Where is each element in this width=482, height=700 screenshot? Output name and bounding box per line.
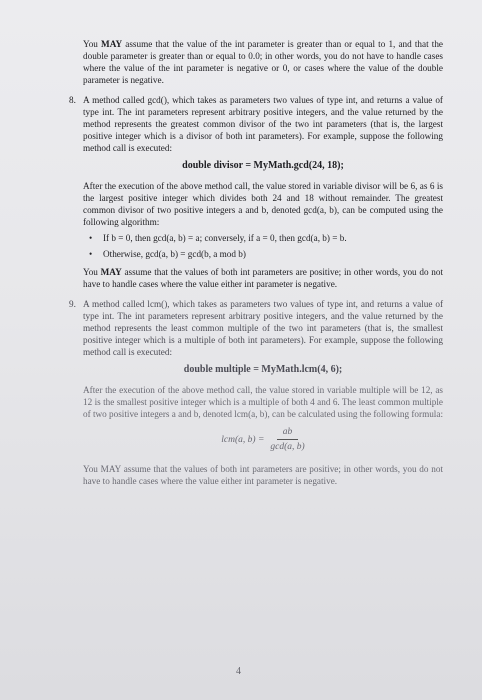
item-8-code: double divisor = MyMath.gcd(24, 18); bbox=[182, 160, 344, 171]
item-9-note-prefix: You bbox=[83, 464, 101, 474]
item-9-note bbox=[83, 463, 443, 487]
formula-fraction bbox=[270, 426, 304, 453]
formula-numerator: ab bbox=[277, 426, 299, 440]
item-9-note-may: MAY bbox=[100, 464, 121, 474]
formula-denominator: gcd(a, b) bbox=[270, 442, 305, 452]
intro-paragraph bbox=[83, 38, 443, 86]
item-8 bbox=[69, 94, 443, 290]
item-8-note bbox=[83, 266, 443, 290]
item-8-note-text: assume that the values of both int parameters are positive; in other words, you do not have to handle cases where the value either int parameter is negative. bbox=[83, 267, 443, 289]
bullet-dot-icon: • bbox=[89, 249, 93, 259]
item-8-bullet-2 bbox=[83, 248, 443, 260]
item-8-bullet-2-text: Otherwise, gcd(a, b) = gcd(b, a mod b) bbox=[103, 249, 246, 259]
intro-prefix: You bbox=[83, 39, 102, 49]
item-8-text: A method called gcd(), which takes as parameters two values of type int, and returns a value of type int. The int parameters represent arbitrary positive integers, and the value returned by the method represents the greatest common divisor of the two int parameters (that is, the largest positive integer which is a divisor of both int parameters). For example, suppose the following method call is executed: bbox=[83, 95, 443, 153]
item-8-after: After the execution of the above method call, the value stored in variable divisor will be 6, as 6 is the largest positive integer which divides both 24 and 18 without remainder. The greatest common divisor of two positive integers a and b, denoted gcd(a, b), can be computed using the following algorithm: bbox=[83, 181, 443, 227]
intro-may: MAY bbox=[101, 39, 123, 49]
item-8-bullet-1-text: If b = 0, then gcd(a, b) = a; conversely, if a = 0, then gcd(a, b) = b. bbox=[103, 233, 347, 243]
item-9-number: 9. bbox=[69, 299, 76, 309]
item-9-code: double multiple = MyMath.lcm(4, 6); bbox=[183, 364, 343, 375]
item-8-bullet-1 bbox=[83, 232, 443, 244]
item-8-note-prefix: You bbox=[83, 267, 101, 277]
item-9-text: A method called lcm(), which takes as parameters two values of type int, and returns a value of type int. The int parameters represent arbitrary positive integers, and the value returned by the method represents the least common multiple of the two int parameters (that is, the smallest positive integer which is a multiple of both int parameters). For example, suppose the following method call is executed: bbox=[83, 299, 443, 357]
item-9-after: After the execution of the above method call, the value stored in variable multiple will be 12, as 12 is the smallest positive integer which is a multiple of both 4 and 6. The least common multiple of two positive integers a and b, denoted lcm(a, b), can be calculated using the following formula: bbox=[83, 385, 443, 419]
formula-lhs: lcm(a, b) = bbox=[221, 434, 265, 445]
item-8-number: 8. bbox=[69, 95, 76, 105]
lcm-formula bbox=[83, 426, 443, 453]
item-9 bbox=[69, 298, 443, 487]
bullet-dot-icon: • bbox=[89, 233, 93, 243]
page-number: 4 bbox=[236, 666, 241, 677]
item-8-note-may: MAY bbox=[100, 267, 122, 277]
intro-text: assume that the value of the int parameter is greater than or equal to 1, and that the double parameter is greater than or equal to 0.0; in other words, you do not have to handle cases where the value of the int parameter is negative or 0, or cases where the value of the double parameter is negative. bbox=[83, 39, 443, 85]
page-content bbox=[69, 38, 443, 487]
item-9-note-text: assume that the values of both int parameters are positive; in other words, you do not have to handle cases where the value either int parameter is negative. bbox=[83, 464, 443, 486]
